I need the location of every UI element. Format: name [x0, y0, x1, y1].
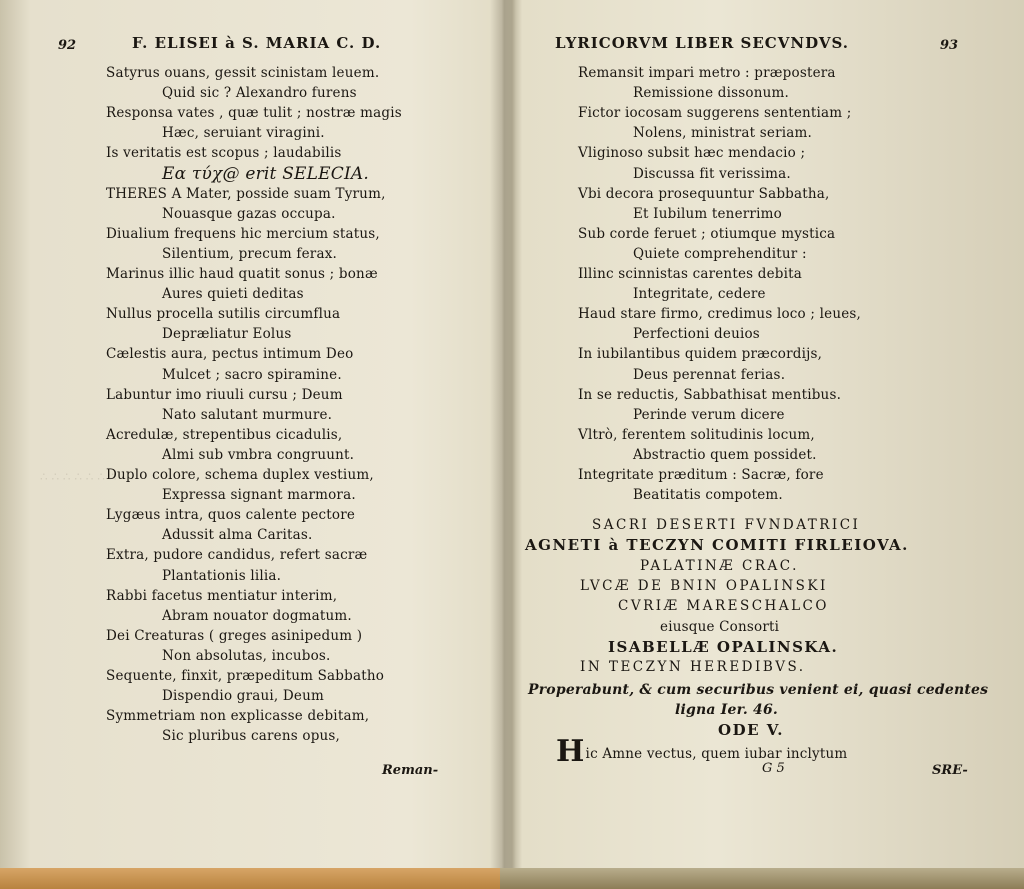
verse-line: Plantationis lilia. [162, 567, 282, 584]
verse-line: Remissione dissonum. [633, 85, 789, 102]
verse-line: Symmetriam non explicasse debitam, [106, 708, 370, 725]
verse-line: Satyrus ouans, gessit scinistam leuem. [106, 65, 380, 81]
verse-line: THERES A Mater, possidе suam Tyrum, [106, 185, 386, 202]
book-edge [0, 868, 1024, 889]
dedication-line: ISABELLÆ OPALINSKA. [608, 637, 839, 656]
verse-line: Mulcet ; sacro spiramine. [162, 366, 342, 383]
verse-line: Extra, pudore candidus, refert sacræ [106, 547, 368, 564]
running-head: LYRICORVM LIBER SECVNDVS. [555, 34, 849, 52]
verse-line: Abstractio quem possidet. [633, 446, 817, 463]
signature-mark: G 5 [762, 761, 785, 776]
verse-line: Quiete comprehenditur : [633, 245, 807, 262]
verse-line: Labuntur imo riuuli cursu ; Deum [106, 386, 343, 403]
verse-line: Nolens, ministrat seriam. [633, 125, 812, 142]
verse-line: Duplo colore, schema duplex vestium, [106, 467, 374, 483]
dedication-line: CVRIÆ MARESCHALCO [618, 598, 829, 615]
verse-line: Hæc, seruiant viragini. [162, 125, 325, 142]
verse-line: Expressa signant marmora. [162, 487, 356, 504]
verse-line: Quid sic ? Alexandro furens [162, 85, 357, 102]
first-line-text: ic Amne vectus, quem iubar inclytum [585, 746, 848, 762]
dedication-line: LVCÆ DE BNIN OPALINSKI [580, 577, 828, 594]
verse-line: Fictor iocosam suggerens sententiam ; [578, 105, 852, 122]
verse-line: Non absolutas, incubos. [162, 647, 331, 664]
verse-line: Dei Creaturas ( greges asinipedum ) [106, 627, 363, 644]
verse-line: Nouasque gazas occupa. [162, 205, 336, 222]
left-page [0, 0, 500, 868]
verse-line: Integritate, cedere [633, 286, 766, 303]
verse-line: Aures quieti deditas [162, 286, 304, 303]
page-edge-tan [0, 868, 500, 889]
verse-line: Responsa vates , quæ tulit ; nostræ magis [106, 105, 402, 122]
verse-line: Perfectioni deuios [633, 326, 760, 343]
verse-line: Abram nouator dogmatum. [162, 607, 352, 624]
verse-line: Illinc scinnistas carentes debita [578, 266, 803, 282]
verse-line: In iubilantibus quidem præcordijs, [578, 346, 823, 363]
drop-cap: H [556, 734, 585, 769]
dedication-line: SACRI DESERTI FVNDATRICI [592, 517, 861, 533]
epigraph: Properabunt, & cum securibus venient ei, quasi cedentes [528, 682, 989, 698]
bleed-through: ∴ ∴ ∴ ∴ ∴ ∴ ∴ [40, 470, 117, 484]
page-number: 93 [940, 38, 959, 53]
verse-line: Deus perennat ferias. [633, 366, 786, 383]
verse-line: Εα τύχ@ erit SELECIA. [162, 163, 369, 184]
dedication-line: AGNETI à TECZYN COMITI FIRLEIOVA. [525, 536, 909, 555]
verse-line: Et Iubilum tenerrimo [633, 205, 782, 222]
ode-title: ODE V. [718, 721, 784, 739]
verse-line: Cælestis aura, pectus intimum Deo [106, 346, 354, 363]
verse-line: Perinde verum dicere [633, 406, 785, 423]
right-page [500, 0, 1024, 868]
verse-line: Nullus procella sutilis circumflua [106, 306, 341, 323]
verse-line: Vbi decora prosequuntur Sabbatha, [578, 185, 830, 202]
verse-line: Acredulæ, strepentibus cicadulis, [106, 426, 343, 443]
verse-line: Beatitatis compotem. [633, 487, 783, 504]
verse-line: Marinus illic haud quatit sonus ; bonæ [106, 266, 378, 282]
verse-line: Diualium frequens hic mercium status, [106, 225, 380, 242]
verse-line: Remansit impari metro : præpostera [578, 65, 836, 81]
verse-line: Haud stare firmo, credimus loco ; leues, [578, 306, 862, 323]
dedication-line: IN TECZYN HEREDIBVS. [580, 659, 806, 676]
verse-line: Adussit alma Caritas. [162, 527, 313, 544]
dedication-line: eiusque Consorti [660, 618, 780, 635]
verse-line: Sic pluribus carens opus, [162, 728, 341, 745]
verse-line: Almi sub vmbra congruunt. [162, 446, 355, 463]
verse-line: Nato salutant murmure. [162, 406, 333, 423]
epigraph-citation: ligna Ier. 46. [675, 702, 779, 718]
verse-line: Sequente, finxit, præpeditum Sabbatho [106, 668, 385, 684]
verse-line: Discussa fit verissima. [633, 165, 791, 182]
verse-line: In se reductis, Sabbathisat mentibus. [578, 386, 842, 403]
running-head: F. ELISEI à S. MARIA C. D. [132, 34, 382, 52]
catchword: SRE- [932, 763, 968, 778]
verse-line: Lygæus intra, quos calente pectore [106, 507, 356, 524]
dedication-line: PALATINÆ CRAC. [640, 557, 799, 574]
page-number: 92 [58, 38, 77, 53]
verse-line: Is veritatis est scopus ; laudabilis [106, 145, 342, 162]
verse-line: Depræliatur Eolus [162, 326, 292, 343]
verse-line: Sub corde feruet ; otiumque mystica [578, 225, 836, 242]
verse-line: Vltrò, ferentem solitudinis locum, [578, 426, 815, 443]
verse-line: Vliginoso subsit hæc mendacio ; [578, 145, 806, 162]
verse-line: Silentium, precum ferax. [162, 245, 338, 262]
verse-line: Integritate præditum : Sacræ, fore [578, 467, 824, 483]
catchword: Reman- [382, 763, 439, 778]
verse-line: Rabbi facetus mentiatur interim, [106, 587, 338, 604]
verse-line: Dispendio graui, Deum [162, 688, 325, 705]
